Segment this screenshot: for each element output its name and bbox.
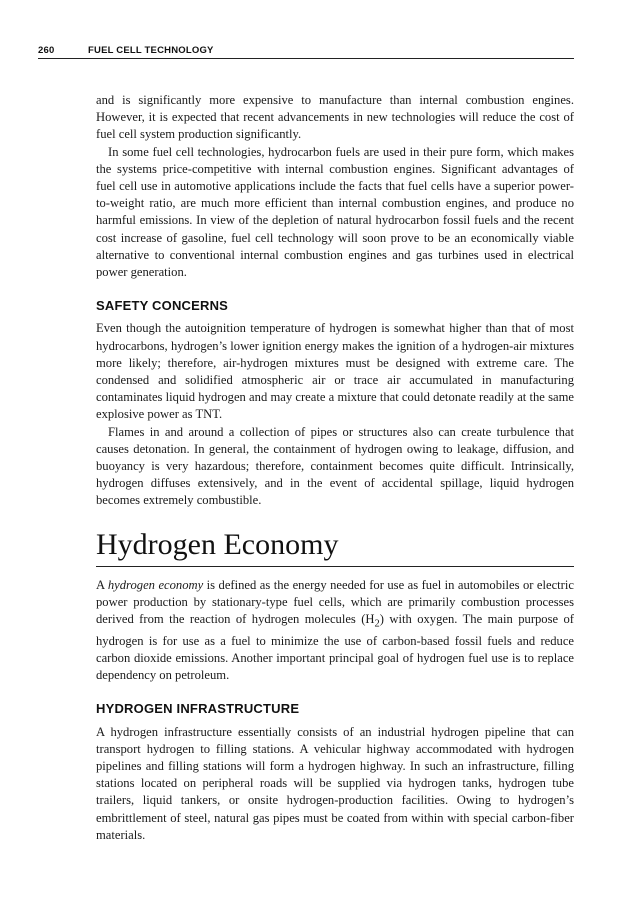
paragraph: Even though the autoignition temperature of hydrogen is somewhat higher than that of most hydrocarbons, hydrogen’s lower ignition energy makes the ignition of a hydrogen-air mixtures more likely; therefore, air-hydrogen mixtures must be designed with extreme care. The condensed and solidified atmospheric air or trace air accumulated in manufacturing contaminates liquid hydrogen and may create a mixture that could detonate readily at the same explosive power as TNT. [96, 321, 574, 422]
page-number: 260 [38, 45, 55, 56]
paragraph: and is significantly more expensive to manufacture than internal combustion engines. However, it is expected that recent advancements in new technologies will reduce the cost of fuel cell system production significantly. [96, 93, 574, 142]
section-heading-safety: SAFETY CONCERNS [96, 298, 229, 314]
paragraph: A hydrogen infrastructure essentially consists of an industrial hydrogen pipeline that can transport hydrogen to filling stations. A vehicular highway accommodated with hydrogen pipelines and filling stations will form a hydrogen highway. In such an infrastructure, filling stations located on peripheral roads will be supplied via hydrogen tanks, hydrogen tube trailers, liquid tankers, or onsite hydrogen-production facilities. Owing to hydrogen’s embrittlement of steel, natural gas pipes must be coated from within with special carbon-fiber materials. [96, 724, 574, 842]
paragraph [96, 577, 574, 685]
running-title: FUEL CELL TECHNOLOGY [88, 45, 214, 56]
body-text [96, 92, 574, 844]
paragraph: In some fuel cell technologies, hydrocarbon fuels are used in their pure form, which makes the systems price-competitive with internal combustion engines. Significant advantages of fuel cell use in automotive applications include the facts that fuel cells have a superior power-to-weight ratio, are much more efficient than internal combustion engines, and produce no harmful emissions. In view of the depletion of natural hydrocarbon fossil fuels and the recent cost increase of gasoline, fuel cell technology will soon prove to be an economically viable alternative to conventional internal combustion engines and gas turbines used in electrical power generation. [96, 144, 574, 280]
text-run: A [96, 577, 108, 592]
chapter-heading: Hydrogen Economy [96, 528, 574, 567]
paragraph: Flames in and around a collection of pipes or structures also can create turbulence that causes detonation. In general, the containment of hydrogen owing to leakage, diffusion, and buoyancy is very hazardous; therefore, containment becomes quite difficult. Intrinsically, hydrogen diffuses extensively, and in the event of accidental spillage, liquid hydrogen becomes extremely combustible. [96, 424, 574, 508]
defined-term: hydrogen economy [107, 577, 204, 592]
section-heading-infrastructure: HYDROGEN INFRASTRUCTURE [96, 701, 300, 717]
text-run: is defined as the energy needed for use as fuel in automobiles or electric power production by stationary-type fuel cells, which are primarily combustion processes derived from the reaction of hydrogen molecules (H [96, 577, 574, 627]
running-header [38, 45, 574, 59]
subscript: 2 [374, 618, 380, 630]
text-run: ) with oxygen. The main purpose of hydrogen is for use as a fuel to minimize the use of carbon-based fossil fuels and reduce carbon dioxide emissions. Another important principal goal of hydrogen fuel use is to replace dependency on petroleum. [96, 612, 575, 683]
